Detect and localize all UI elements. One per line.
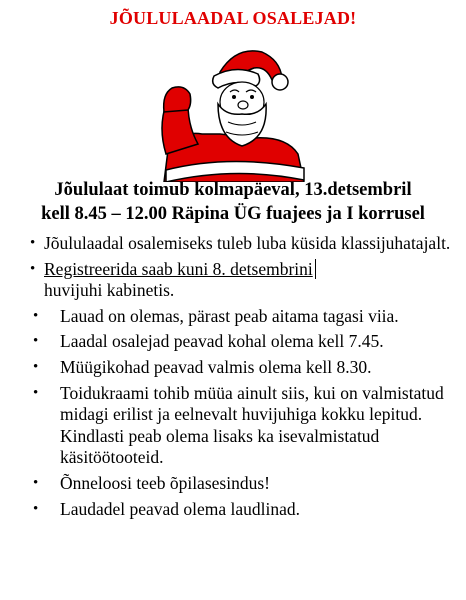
event-info: [0, 178, 466, 226]
list-item-text: Laadal osalejad peavad kohal olema kell 7.45.: [60, 331, 384, 352]
list-item-text: Laudadel peavad olema laudlinad.: [60, 498, 301, 519]
text-cursor: [315, 259, 316, 279]
list-item: [0, 331, 466, 353]
list-item-text: huvijuhi kabinetis.: [44, 280, 175, 301]
list-item: [0, 357, 466, 379]
list-item: [0, 233, 466, 255]
list-item-text: Jõululaadal osalemiseks tuleb luba küsida klassijuhatajalt.: [44, 233, 451, 253]
bullet: •: [30, 235, 36, 251]
bullet: •: [33, 307, 39, 324]
list-item-text: Õnneloosi teeb õpilasesindus!: [60, 472, 270, 493]
bullet: •: [33, 333, 39, 350]
list-item-text: Toidukraami tohib müüa ainult siis, kui on valmistatud midagi erilist ja eelnevalt huvijuhiga kokku lepitud. Kindlasti peab olema lisaks ka isevalmistatud käsitöötooteid.: [60, 382, 444, 468]
list-item: [0, 499, 466, 521]
rules-list: [0, 233, 466, 524]
event-date-line: Jõululaat toimub kolmapäeval, 13.detsembril: [54, 180, 412, 200]
bullet: •: [33, 358, 39, 375]
registration-deadline-text: Registreerida saab kuni 8. detsembrini: [44, 258, 313, 279]
list-item: [0, 383, 466, 469]
bullet: •: [33, 500, 39, 517]
list-item: [0, 473, 466, 495]
list-item: [0, 306, 466, 328]
bullet: •: [33, 384, 39, 401]
list-item-text: Müügikohad peavad valmis olema kell 8.30.: [60, 356, 372, 377]
santa-claus-illustration: [158, 42, 308, 182]
list-item: [0, 259, 466, 302]
bullet: •: [33, 474, 39, 491]
list-item-text: Lauad on olemas, pärast peab aitama tagasi viia.: [60, 305, 399, 326]
bullet: •: [30, 260, 36, 277]
event-time-place-line: kell 8.45 – 12.00 Räpina ÜG fuajees ja I korrusel: [41, 204, 425, 224]
page-title: JÕULULAADAL OSALEJAD!: [109, 8, 357, 28]
